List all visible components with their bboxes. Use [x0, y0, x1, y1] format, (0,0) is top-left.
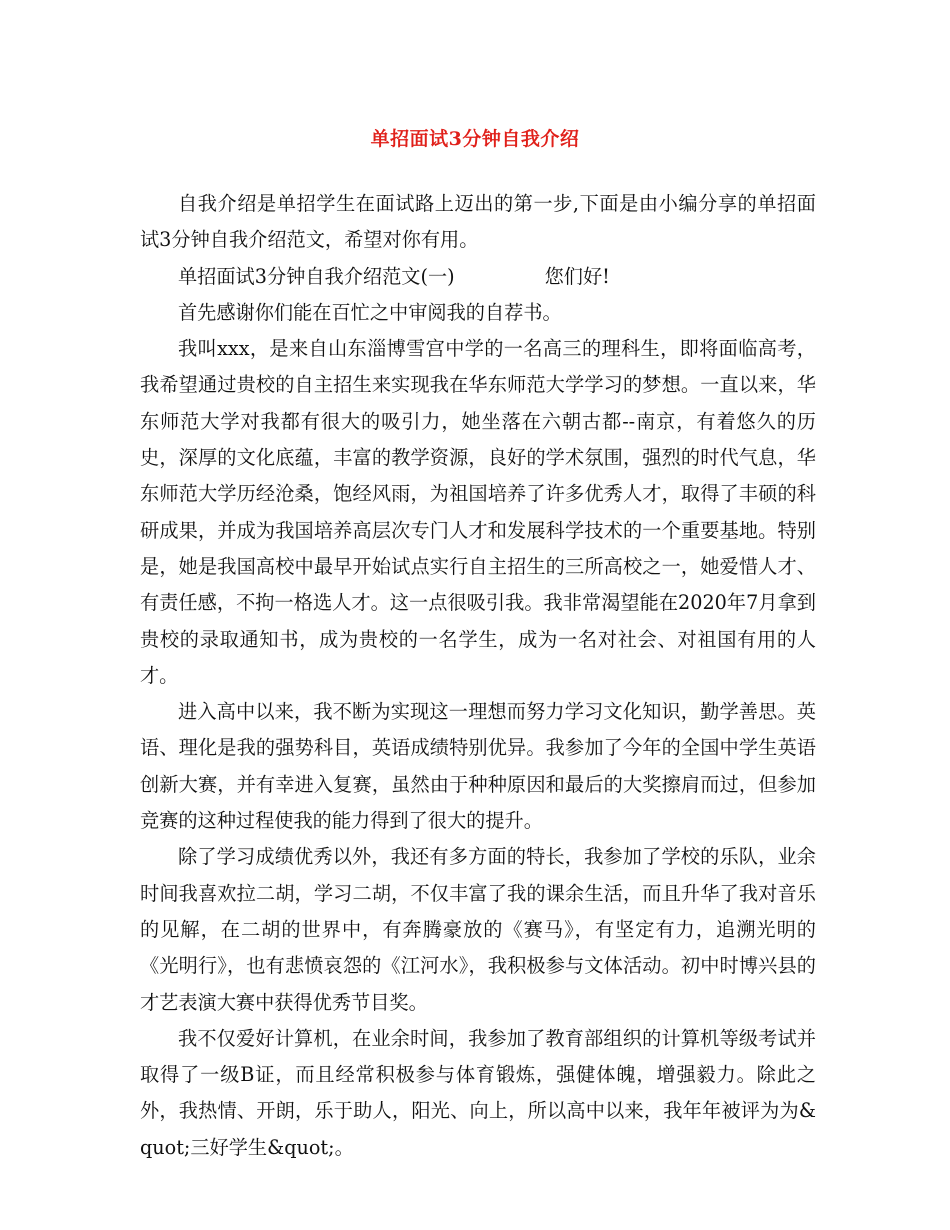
- sample-heading: 单招面试3分钟自我介绍范文(一): [178, 264, 455, 288]
- background-paragraph: 我叫xxx，是来自山东淄博雪宫中学的一名高三的理科生，即将面临高考，我希望通过贵校的自主招生来实现我在华东师范大学学习的梦想。一直以来，华东师范大学对我都有很大的吸引力，她坐落在六朝古都--南京，有着悠久的历史，深厚的文化底蕴，丰富的教学资源，良好的学术氛围，强烈的时代气息，华东师范大学历经沧桑，饱经风雨，为祖国培养了许多优秀人才，取得了丰硕的科研成果，并成为我国培养高层次专门人才和发展科学技术的一个重要基地。特别是，她是我国高校中最早开始试点实行自主招生的三所高校之一，她爱惜人才、有责任感，不拘一格选人才。这一点很吸引我。我非常渴望能在2020年7月拿到贵校的录取通知书，成为贵校的一名学生，成为一名对社会、对祖国有用的人才。: [140, 337, 816, 687]
- greeting: 您们好!: [544, 264, 610, 288]
- study-paragraph: 进入高中以来，我不断为实现这一理想而努力学习文化知识，勤学善思。英语、理化是我的强势科目，英语成绩特别优异。我参加了今年的全国中学生英语创新大赛，并有幸进入复赛，虽然由于种种原因和最后的大奖擦肩而过，但参加竞赛的这种过程使我的能力得到了很大的提升。: [140, 700, 816, 833]
- document-body: [140, 186, 816, 1166]
- talent-paragraph: 除了学习成绩优秀以外，我还有多方面的特长，我参加了学校的乐队，业余时间我喜欢拉二胡，学习二胡，不仅丰富了我的课余生活，而且升华了我对音乐的见解，在二胡的世界中，有奔腾豪放的《赛马》，有坚定有力，追溯光明的《光明行》，也有悲愤哀怨的《江河水》，我积极参与文体活动。初中时博兴县的才艺表演大赛中获得优秀节目奖。: [140, 845, 816, 1014]
- hobby-paragraph: 我不仅爱好计算机，在业余时间，我参加了教育部组织的计算机等级考试并取得了一级B证，而且经常积极参与体育锻炼，强健体魄，增强毅力。除此之外，我热情、开朗，乐于助人，阳光、向上，所以高中以来，我年年被评为为&quot;三好学生&quot;。: [140, 1026, 816, 1159]
- document-title: 单招面试3分钟自我介绍: [370, 128, 580, 150]
- intro-paragraph: 自我介绍是单招学生在面试路上迈出的第一步,下面是由小编分享的单招面试3分钟自我介绍范文，希望对你有用。: [140, 192, 816, 252]
- sample-heading-line: [140, 259, 816, 295]
- thanks-paragraph: 首先感谢你们能在百忙之中审阅我的自荐书。: [178, 300, 562, 324]
